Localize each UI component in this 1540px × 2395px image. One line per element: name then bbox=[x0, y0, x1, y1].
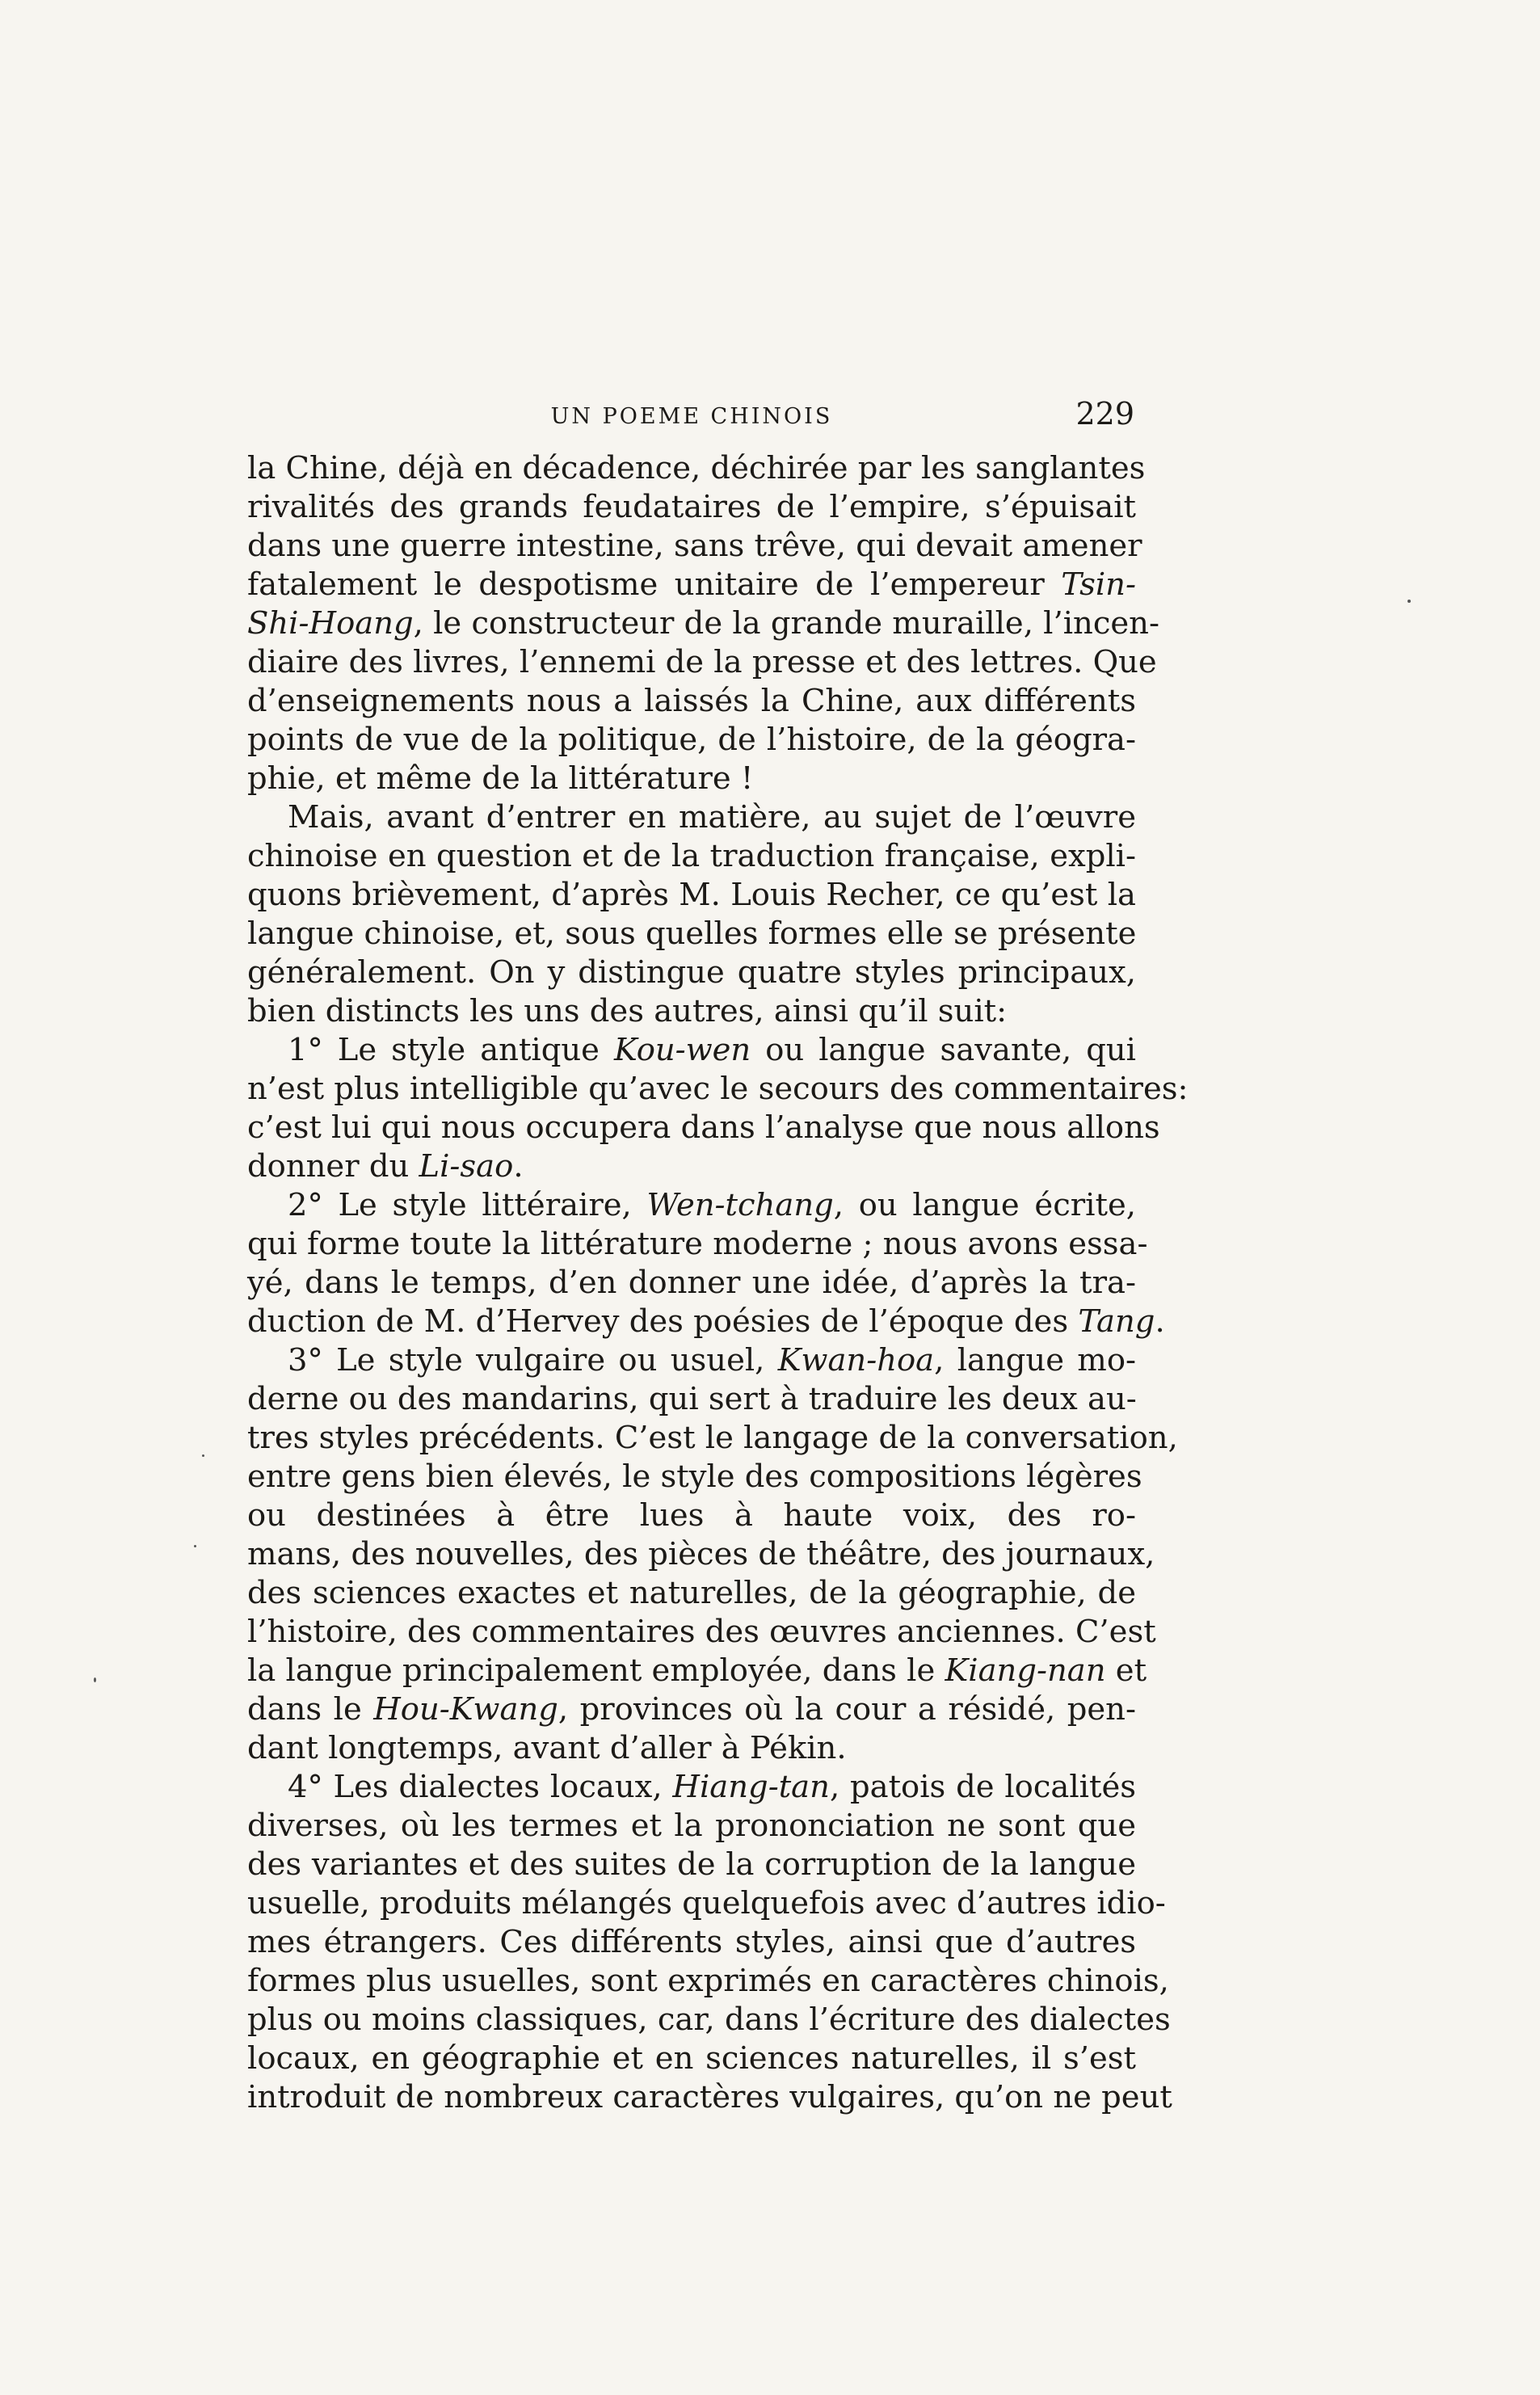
text-line bbox=[247, 1496, 1136, 1535]
text-line bbox=[247, 1264, 1136, 1303]
text-line bbox=[247, 1380, 1136, 1419]
text-line bbox=[247, 1729, 1136, 1768]
text-line bbox=[247, 992, 1136, 1031]
text-run: n’est plus intelligible qu’avec le secours des commentaires: bbox=[247, 1071, 1189, 1107]
text-run: derne ou des mandarins, qui sert à traduire les deux au- bbox=[247, 1381, 1137, 1417]
text-run: généralement. On y distingue quatre styles principaux, bbox=[247, 954, 1136, 991]
italic-term: Kiang-nan bbox=[945, 1652, 1106, 1689]
text-run: , provinces où la cour a résidé, pen- bbox=[558, 1691, 1136, 1728]
text-run: donner du bbox=[247, 1148, 419, 1185]
italic-term: Tsin- bbox=[1061, 566, 1136, 603]
text-run: la Chine, déjà en décadence, déchirée par les sanglantes bbox=[247, 450, 1146, 486]
text-line bbox=[247, 798, 1136, 837]
text-run: rivalités des grands feudataires de l’empire, s’épuisait bbox=[247, 489, 1136, 525]
italic-term: Hiang-tan bbox=[672, 1769, 830, 1805]
text-line bbox=[247, 488, 1136, 527]
text-line bbox=[247, 721, 1136, 760]
text-line bbox=[247, 1652, 1147, 1690]
text-run: introduit de nombreux caractères vulgaires, qu’on ne peut bbox=[247, 2079, 1172, 2115]
paper-speck bbox=[1407, 600, 1411, 603]
text-run: qui forme toute la littérature moderne ; nous avons essa- bbox=[247, 1226, 1148, 1262]
text-line bbox=[247, 760, 1136, 798]
text-run: , langue mo- bbox=[934, 1342, 1137, 1378]
italic-term: Li-sao bbox=[419, 1148, 514, 1185]
text-run: entre gens bien élevés, le style des compositions légères bbox=[247, 1458, 1142, 1495]
text-run: fatalement le despotisme unitaire de l’empereur bbox=[247, 566, 1062, 603]
text-line bbox=[247, 915, 1136, 953]
text-line bbox=[247, 837, 1136, 876]
italic-term: Shi-Hoang bbox=[247, 605, 414, 642]
text-run: chinoise en question et de la traduction française, expli- bbox=[247, 838, 1136, 874]
text-line bbox=[247, 1846, 1136, 1884]
text-line bbox=[247, 682, 1136, 721]
text-run: dant longtemps, avant d’aller à Pékin. bbox=[247, 1730, 847, 1766]
text-run: points de vue de la politique, de l’histoire, de la géogra- bbox=[247, 722, 1136, 758]
text-run: bien distincts les uns des autres, ainsi qu’il suit: bbox=[247, 993, 1008, 1029]
text-run: dans le bbox=[247, 1691, 374, 1728]
text-line bbox=[247, 2039, 1136, 2078]
paper-speck bbox=[202, 1454, 204, 1457]
text-line bbox=[247, 1458, 1142, 1496]
paper-speck bbox=[94, 1677, 96, 1682]
text-run: phie, et même de la littérature ! bbox=[247, 760, 754, 797]
text-run: des sciences exactes et naturelles, de la géographie, de bbox=[247, 1575, 1136, 1611]
text-line bbox=[247, 1419, 1178, 1458]
text-run: locaux, en géographie et en sciences naturelles, il s’est bbox=[247, 2040, 1136, 2077]
text-line bbox=[247, 449, 1146, 488]
text-run: langue chinoise, et, sous quelles formes elle se présente bbox=[247, 915, 1137, 952]
body-text bbox=[247, 449, 1189, 2117]
text-line bbox=[247, 1303, 1165, 1341]
text-line bbox=[247, 876, 1136, 915]
text-run: quons brièvement, d’après M. Louis Recher, ce qu’est la bbox=[247, 877, 1136, 913]
text-run: mans, des nouvelles, des pièces de théâtre, des journaux, bbox=[247, 1536, 1155, 1572]
text-run: et bbox=[1105, 1652, 1147, 1689]
text-line bbox=[247, 1690, 1136, 1729]
text-run: Mais, avant d’entrer en matière, au sujet de l’œuvre bbox=[288, 799, 1136, 836]
italic-term: Wen-tchang bbox=[646, 1187, 834, 1223]
text-run: 4° Les dialectes locaux, bbox=[288, 1769, 673, 1805]
text-line bbox=[247, 1884, 1166, 1923]
text-run: l’histoire, des commentaires des œuvres anciennes. C’est bbox=[247, 1614, 1156, 1650]
text-line bbox=[247, 953, 1136, 992]
text-line bbox=[247, 1186, 1136, 1225]
text-line bbox=[247, 2078, 1172, 2117]
text-line bbox=[247, 604, 1159, 643]
italic-term: Tang bbox=[1078, 1303, 1155, 1340]
text-run: usuelle, produits mélangés quelquefois avec d’autres idio- bbox=[247, 1885, 1166, 1921]
running-title: UN POEME CHINOIS bbox=[550, 404, 833, 429]
text-line bbox=[247, 1962, 1169, 2001]
italic-term: Kou-wen bbox=[613, 1032, 751, 1068]
text-run: dans une guerre intestine, sans trêve, qui devait amener bbox=[247, 528, 1142, 564]
text-line bbox=[247, 1225, 1148, 1264]
italic-term: Hou-Kwang bbox=[373, 1691, 558, 1728]
text-run: ou langue savante, qui bbox=[751, 1032, 1136, 1068]
italic-term: Kwan-hoa bbox=[777, 1342, 935, 1378]
text-line bbox=[247, 2001, 1171, 2039]
text-run: c’est lui qui nous occupera dans l’analyse que nous allons bbox=[247, 1109, 1160, 1146]
text-run: formes plus usuelles, sont exprimés en caractères chinois, bbox=[247, 1963, 1169, 1999]
text-line bbox=[247, 1341, 1136, 1380]
text-run: yé, dans le temps, d’en donner une idée, d’après la tra- bbox=[247, 1265, 1136, 1301]
text-line bbox=[247, 1768, 1136, 1807]
text-line bbox=[247, 643, 1157, 682]
text-run: . bbox=[513, 1148, 524, 1185]
text-run: diverses, où les termes et la prononciation ne sont que bbox=[247, 1808, 1136, 1844]
text-run: . bbox=[1155, 1303, 1165, 1340]
text-run: 3° Le style vulgaire ou usuel, bbox=[288, 1342, 778, 1378]
text-run: plus ou moins classiques, car, dans l’écriture des dialectes bbox=[247, 2001, 1171, 2038]
text-run: d’enseignements nous a laissés la Chine, aux différents bbox=[247, 683, 1136, 719]
text-run: la langue principalement employée, dans le bbox=[247, 1652, 945, 1689]
text-line bbox=[247, 1923, 1136, 1962]
text-line bbox=[247, 1147, 1136, 1186]
text-line bbox=[247, 1070, 1189, 1109]
text-run: duction de M. d’Hervey des poésies de l’époque des bbox=[247, 1303, 1079, 1340]
text-run: mes étrangers. Ces différents styles, ainsi que d’autres bbox=[247, 1924, 1136, 1960]
text-line bbox=[247, 1031, 1136, 1070]
text-line bbox=[247, 1574, 1136, 1613]
text-line bbox=[247, 1807, 1136, 1846]
running-head bbox=[249, 396, 1134, 436]
text-run: diaire des livres, l’ennemi de la presse et des lettres. Que bbox=[247, 644, 1157, 680]
text-run: des variantes et des suites de la corruption de la langue bbox=[247, 1846, 1136, 1883]
text-line bbox=[247, 1613, 1156, 1652]
paper-speck bbox=[194, 1545, 196, 1547]
text-line bbox=[247, 1109, 1160, 1147]
page-number: 229 bbox=[1075, 396, 1134, 431]
text-run: tres styles précédents. C’est le langage de la conversation, bbox=[247, 1420, 1178, 1456]
text-line bbox=[247, 1535, 1155, 1574]
text-line bbox=[247, 527, 1142, 566]
text-run: 2° Le style littéraire, bbox=[288, 1187, 647, 1223]
text-run: , le constructeur de la grande muraille, l’incen- bbox=[413, 605, 1159, 642]
text-run: 1° Le style antique bbox=[288, 1032, 614, 1068]
text-run: ou destinées à être lues à haute voix, des ro- bbox=[247, 1497, 1136, 1534]
text-run: , ou langue écrite, bbox=[833, 1187, 1136, 1223]
text-line bbox=[247, 566, 1136, 604]
text-run: , patois de localités bbox=[829, 1769, 1136, 1805]
